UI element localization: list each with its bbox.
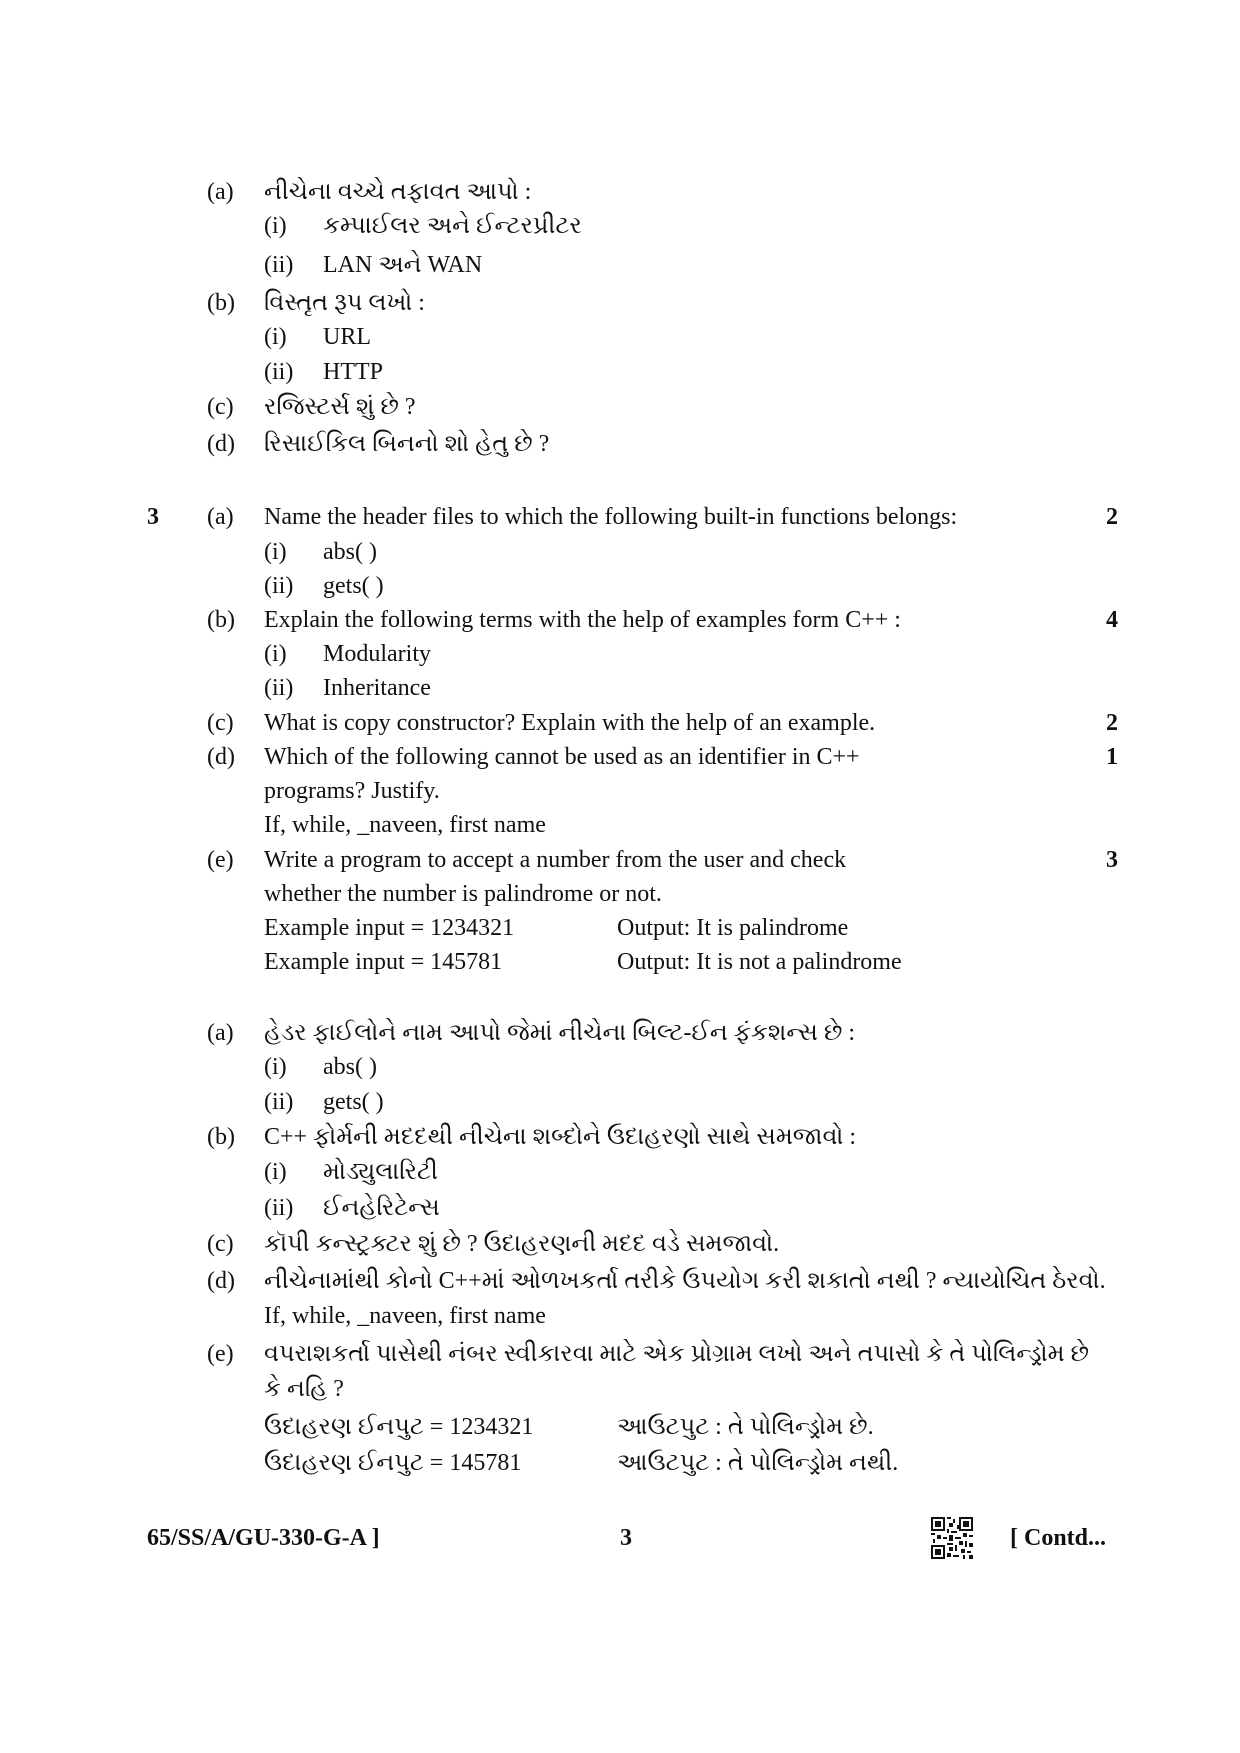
- qr-code-icon: [931, 1517, 973, 1559]
- question-label: (d): [207, 431, 235, 457]
- question-label: (c): [207, 1231, 234, 1257]
- sub-label: (ii): [264, 1195, 294, 1221]
- marks: 3: [1106, 847, 1118, 873]
- question-text: If, while, _naveen, first name: [264, 812, 546, 838]
- question-label: (a): [207, 1020, 234, 1046]
- sub-text: Inheritance: [323, 675, 431, 701]
- question-label: (c): [207, 394, 234, 420]
- question-text: હેડર ફાઈલોને નામ આપો જેમાં નીચેના બિલ્ટ-ઈન ફંકશન્સ છે :: [264, 1020, 856, 1046]
- sub-label: (i): [264, 213, 287, 239]
- sub-text: ઈનહેરિટેન્સ: [323, 1195, 440, 1221]
- example-input: ઉદાહરણ ઈનપુટ = 145781: [264, 1450, 522, 1476]
- question-label: (d): [207, 744, 235, 770]
- marks: 4: [1106, 607, 1118, 633]
- question-text: whether the number is palindrome or not.: [264, 881, 662, 907]
- question-text: Write a program to accept a number from the user and check: [264, 847, 847, 873]
- example-output: આઉટપુટ : તે પોલિન્ડ્રોમ નથી.: [617, 1450, 899, 1476]
- example-input: ઉદાહરણ ઈનપુટ = 1234321: [264, 1414, 534, 1440]
- question-label: (b): [207, 290, 235, 316]
- sub-text: મોડ્યુલારિટી: [323, 1159, 438, 1185]
- question-label: (d): [207, 1268, 235, 1294]
- question-label: (a): [207, 179, 234, 205]
- question-label: (c): [207, 710, 234, 736]
- sub-text: HTTP: [323, 359, 383, 385]
- question-label: (a): [207, 504, 234, 530]
- question-text: રિસાઈકિલ બિનનો શો હેતુ છે ?: [264, 431, 550, 457]
- question-text: Explain the following terms with the help of examples form C++ :: [264, 607, 901, 633]
- sub-text: કમ્પાઈલર અને ઈન્ટરપ્રીટર: [323, 213, 582, 239]
- question-text: Which of the following cannot be used as an identifier in C++: [264, 744, 860, 770]
- sub-text: Modularity: [323, 641, 431, 667]
- sub-text: abs( ): [323, 539, 377, 565]
- question-text: નીચેના વચ્ચે તફાવત આપો :: [264, 179, 532, 205]
- sub-label: (ii): [264, 252, 294, 278]
- sub-label: (ii): [264, 573, 294, 599]
- question-text: વિસ્તૃત રૂપ લખો :: [264, 290, 425, 316]
- question-text: What is copy constructor? Explain with the help of an example.: [264, 710, 876, 736]
- continued-label: [ Contd...: [1010, 1525, 1107, 1551]
- question-text: રજિસ્ટર્સ શું છે ?: [264, 394, 416, 420]
- example-output: Output: It is palindrome: [617, 915, 849, 941]
- paper-code: 65/SS/A/GU-330-G-A ]: [147, 1525, 380, 1551]
- question-text: programs? Justify.: [264, 778, 440, 804]
- example-input: Example input = 145781: [264, 949, 503, 975]
- page-number: 3: [620, 1525, 632, 1551]
- question-text: વપરાશકર્તા પાસેથી નંબર સ્વીકારવા માટે એક પ્રોગ્રામ લખો અને તપાસો કે તે પોલિન્ડ્રોમ છે: [264, 1341, 1090, 1367]
- sub-label: (i): [264, 1159, 287, 1185]
- sub-text: gets( ): [323, 573, 384, 599]
- example-input: Example input = 1234321: [264, 915, 515, 941]
- marks: 2: [1106, 710, 1118, 736]
- sub-label: (i): [264, 539, 287, 565]
- sub-label: (i): [264, 324, 287, 350]
- sub-label: (ii): [264, 359, 294, 385]
- question-text: If, while, _naveen, first name: [264, 1303, 546, 1329]
- question-label: (b): [207, 607, 235, 633]
- sub-label: (ii): [264, 675, 294, 701]
- example-output: આઉટપુટ : તે પોલિન્ડ્રોમ છે.: [617, 1414, 874, 1440]
- sub-label: (i): [264, 641, 287, 667]
- marks: 1: [1106, 744, 1118, 770]
- sub-text: gets( ): [323, 1089, 384, 1115]
- sub-text: LAN અને WAN: [323, 252, 483, 278]
- sub-text: abs( ): [323, 1054, 377, 1080]
- question-label: (e): [207, 847, 234, 873]
- question-label: (b): [207, 1124, 235, 1150]
- question-label: (e): [207, 1341, 234, 1367]
- sub-text: URL: [323, 324, 371, 350]
- question-text: C++ ફોર્મની મદદથી નીચેના શબ્દોને ઉદાહરણો સાથે સમજાવો :: [264, 1124, 857, 1150]
- sub-label: (ii): [264, 1089, 294, 1115]
- example-output: Output: It is not a palindrome: [617, 949, 902, 975]
- marks: 2: [1106, 504, 1118, 530]
- question-text: નીચેનામાંથી કોનો C++માં ઓળખકર્તા તરીકે ઉપયોગ કરી શકાતો નથી ? ન્યાયોચિત ઠેરવો.: [264, 1268, 1106, 1294]
- question-number: 3: [147, 504, 159, 530]
- sub-label: (i): [264, 1054, 287, 1080]
- question-text: Name the header files to which the following built-in functions belongs:: [264, 504, 958, 530]
- question-text: કૉપી કન્સ્ટ્રક્ટર શું છે ? ઉદાહરણની મદદ વડે સમજાવો.: [264, 1231, 780, 1257]
- question-text: કે નહિ ?: [264, 1376, 344, 1402]
